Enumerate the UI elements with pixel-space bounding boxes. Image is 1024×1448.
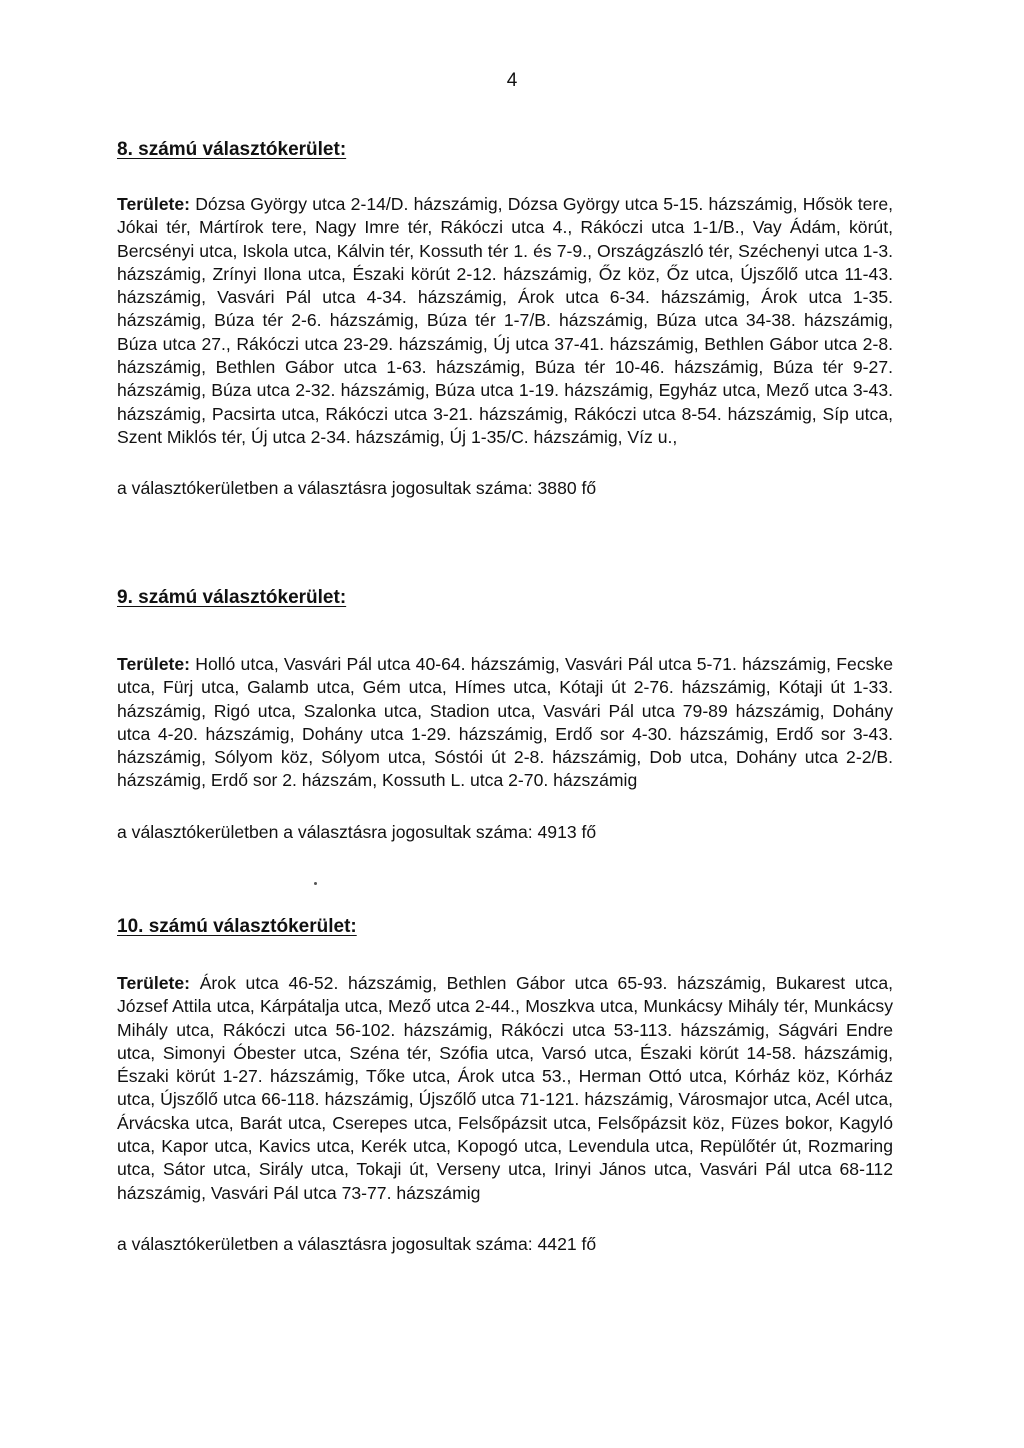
district-10-area-label: Területe: xyxy=(117,973,190,993)
stray-mark xyxy=(314,882,317,885)
district-10-area xyxy=(117,972,893,1205)
district-8-area xyxy=(117,193,893,449)
district-8-heading: 8. számú választókerület: xyxy=(117,139,347,160)
district-10-voters: a választókerületben a választásra jogosultak száma: 4421 fő xyxy=(117,1233,597,1254)
district-8-area-label: Területe: xyxy=(117,194,190,214)
district-8-voters: a választókerületben a választásra jogosultak száma: 3880 fő xyxy=(117,478,597,499)
district-9-area xyxy=(117,653,893,793)
page-number: 4 xyxy=(506,70,518,91)
district-9-voters: a választókerületben a választásra jogosultak száma: 4913 fő xyxy=(117,821,597,842)
district-10-heading: 10. számú választókerület: xyxy=(117,916,357,937)
district-10-section xyxy=(117,915,893,1256)
district-8-section xyxy=(117,138,893,500)
district-9-area-text: Holló utca, Vasvári Pál utca 40-64. házszámig, Vasvári Pál utca 5-71. házszámig, Fecske utca, Fürj utca, Galamb utca, Gém utca, Hímes utca, Kótaji út 2-76. házszámig, Kótaji út 1-33. házszámig, Rigó utca, Szalonka utca, Stadion utca, Vasvári Pál utca 79-89 házszámig, Dohány utca 4-20. házszámig, Dohány utca 1-29. házszámig, Erdő sor 4-30. házszámig, Erdő sor 3-43. házszámig, Sólyom köz, Sólyom utca, Sóstói út 2-8. házszámig, Dob utca, Dohány utca 2-2/B. házszámig, Erdő sor 2. házszám, Kossuth L. utca 2-70. házszámig xyxy=(117,654,893,791)
district-8-area-text: Dózsa György utca 2-14/D. házszámig, Dózsa György utca 5-15. házszámig, Hősök tere, Jókai tér, Mártírok tere, Nagy Imre tér, Rákóczi utca 4., Rákóczi utca 1-1/B., Vay Ádám, körút, Bercsényi utca, Iskola utca, Kálvin tér, Kossuth tér 1. és 7-9., Országzászló tér, Széchenyi utca 1-3. házszámig, Zrínyi Ilona utca, Északi körút 2-12. házszámig, Őz köz, Őz utca, Újszőlő utca 11-43. házszámig, Vasvári Pál utca 4-34. házszámig, Árok utca 6-34. házszámig, Árok utca 1-35. házszámig, Búza tér 2-6. házszámig, Búza tér 1-7/B. házszámig, Búza utca 34-38. házszámig, Búza utca 27., Rákóczi utca 23-29. házszámig, Új utca 37-41. házszámig, Bethlen Gábor utca 2-8. házszámig, Bethlen Gábor utca 1-63. házszámig, Búza tér 10-46. házszámig, Búza tér 9-27. házszámig, Búza utca 2-32. házszámig, Búza utca 1-19. házszámig, Egyház utca, Mező utca 3-43. házszámig, Pacsirta utca, Rákóczi utca 3-21. házszámig, Rákóczi utca 8-54. házszámig, Síp utca, Szent Miklós tér, Új utca 2-34. házszámig, Új 1-35/C. házszámig, Víz u., xyxy=(117,194,893,447)
district-9-heading: 9. számú választókerület: xyxy=(117,587,347,608)
district-9-area-label: Területe: xyxy=(117,654,190,674)
district-9-section xyxy=(117,586,893,844)
district-10-area-text: Árok utca 46-52. házszámig, Bethlen Gábor utca 65-93. házszámig, Bukarest utca, József Attila utca, Kárpátalja utca, Mező utca 2-44., Moszkva utca, Munkácsy Mihály tér, Munkácsy Mihály utca, Rákóczi utca 56-102. házszámig, Rákóczi utca 53-113. házszámig, Ságvári Endre utca, Simonyi Óbester utca, Széna tér, Szófia utca, Varsó utca, Északi körút 14-58. házszámig, Északi körút 1-27. házszámig, Tőke utca, Árok utca 53., Herman Ottó utca, Kórház köz, Kórház utca, Újszőlő utca 66-118. házszámig, Újszőlő utca 71-121. házszámig, Városmajor utca, Acél utca, Árvácska utca, Barát utca, Cserepes utca, Felsőpázsit utca, Felsőpázsit köz, Füzes bokor, Kagyló utca, Kapor utca, Kavics utca, Kerék utca, Kopogó utca, Levendula utca, Repülőtér út, Rozmaring utca, Sátor utca, Sirály utca, Tokaji út, Verseny utca, Irinyi János utca, Vasvári Pál utca 68-112 házszámig, Vasvári Pál utca 73-77. házszámig xyxy=(117,973,894,1203)
